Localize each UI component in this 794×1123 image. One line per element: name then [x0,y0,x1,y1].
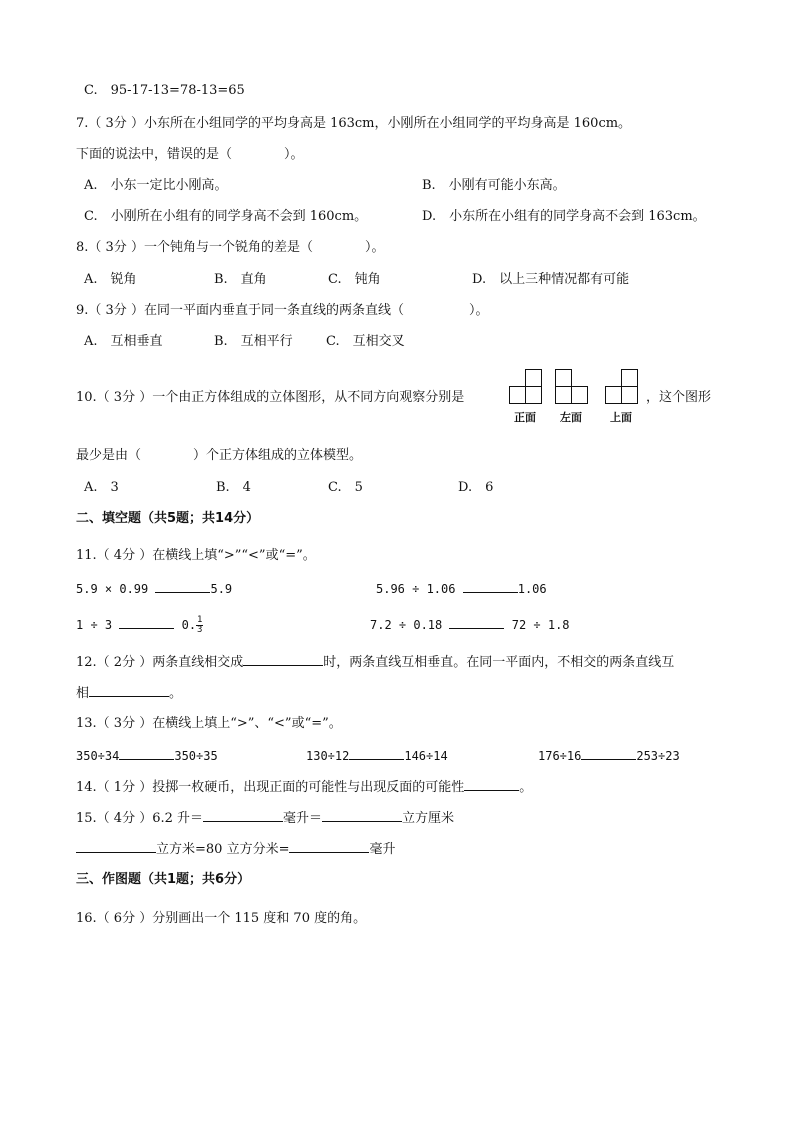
top-view-label: 上面 [610,411,632,424]
q15-blank-3[interactable] [76,840,156,853]
q12-stem-part3: 相 [76,686,90,701]
q11-a-blank[interactable] [155,580,210,593]
q12-line1 [76,653,674,672]
q7-option-b: B. 小刚有可能小东高。 [422,178,566,193]
q13-c-left: 176÷16 [538,749,582,763]
q12-stem-part2: 时，两条直线互相垂直。在同一平面内，不相交的两条直线互 [323,655,675,670]
q9-stem: 9.（ 3分 ）在同一平面内垂直于同一条直线的两条直线（ ）。 [76,303,489,318]
q8-stem: 8.（ 3分 ）一个钝角与一个锐角的差是（ ）。 [76,240,385,255]
q7-stem-line2: 下面的说法中，错误的是（ ）。 [76,147,304,162]
q9-option-b: B. 互相平行 [214,334,293,349]
q9-option-c: C. 互相交叉 [326,334,405,349]
q8-option-d: D. 以上三种情况都有可能 [472,272,630,287]
q15-blank-1[interactable] [203,809,283,822]
q12-blank-2[interactable] [89,684,169,697]
q12-line2 [76,684,182,703]
q9-option-a: A. 互相垂直 [84,334,163,349]
q13-a-right: 350÷35 [174,749,218,763]
q7-option-c: C. 小刚所在小组有的同学身高不会到 160cm。 [84,209,368,224]
q14-stem: 14.（ 1分 ）投掷一枚硬币，出现正面的可能性与出现反面的可能性 [76,780,465,795]
q7-option-d: D. 小东所在小组有的同学身高不会到 163cm。 [422,209,706,224]
q15-line1 [76,809,454,828]
q11-a-right: 5.9 [210,582,233,596]
q13-c-right: 253÷23 [636,749,680,763]
q11-d-blank[interactable] [449,616,504,629]
q15-stem-part5: 毫升 [369,842,396,857]
q11-b-right: 1.06 [517,582,547,596]
q11-item-d [370,616,570,634]
q13-item-c [538,747,680,765]
q11-c-left: 1 ÷ 3 [76,618,113,632]
q14-tail: 。 [519,780,533,795]
q16-stem: 16.（ 6分 ）分别画出一个 115 度和 70 度的角。 [76,911,367,926]
q11-stem: 11.（ 4分 ）在横线上填“>”“<”或“=”。 [76,548,316,563]
q12-stem-part4: 。 [169,686,183,701]
q11-item-c [76,616,203,635]
q10-stem-tail: ，这个图形 [646,390,712,405]
q11-c-denominator: 3 [197,625,203,635]
q15-stem-part4: 立方米=80 立方分米= [156,842,290,857]
top-view-figure [604,368,640,406]
q11-b-blank[interactable] [463,580,518,593]
q13-a-blank[interactable] [119,747,174,760]
q6-option-c: C. 95-17-13=78-13=65 [84,83,245,98]
q11-d-left: 7.2 ÷ 0.18 [370,618,443,632]
q15-blank-2[interactable] [322,809,402,822]
q8-option-b: B. 直角 [214,272,267,287]
q11-b-left: 5.96 ÷ 1.06 [376,582,456,596]
q13-a-left: 350÷34 [76,749,120,763]
q15-line2 [76,840,395,859]
q12-blank-1[interactable] [243,653,323,666]
q13-b-right: 146÷14 [404,749,448,763]
q11-c-right: 0. [181,618,197,632]
q10-option-b: B. 4 [216,480,251,495]
q15-blank-4[interactable] [289,840,369,853]
q15-stem-part3: 立方厘米 [402,811,455,826]
q13-item-a [76,747,218,765]
q7-option-a: A. 小东一定比小刚高。 [84,178,228,193]
q10-option-c: C. 5 [328,480,363,495]
q13-c-blank[interactable] [581,747,636,760]
q13-item-b [306,747,448,765]
q11-a-left: 5.9 × 0.99 [76,582,149,596]
front-view-figure [508,368,544,406]
q11-item-b [376,580,547,598]
q11-c-numerator: 1 [197,615,203,625]
section-3-title: 三、作图题（共1题；共6分） [76,872,251,887]
q13-b-blank[interactable] [349,747,404,760]
q8-option-c: C. 钝角 [328,272,381,287]
q12-stem-part1: 12.（ 2分 ）两条直线相交成 [76,655,244,670]
q8-option-a: A. 锐角 [84,272,137,287]
q10-option-d: D. 6 [458,480,494,495]
q13-b-left: 130÷12 [306,749,350,763]
q10-option-a: A. 3 [84,480,119,495]
q11-c-fraction [196,616,203,635]
q7-stem-line1: 7.（ 3分 ）小东所在小组同学的平均身高是 163cm，小刚所在小组同学的平均身高是 160cm。 [76,116,632,131]
q10-stem-line2: 最少是由（ ）个正方体组成的立体模型。 [76,448,363,463]
q14-blank[interactable] [464,778,519,791]
q15-stem-part1: 15.（ 4分 ）6.2 升＝ [76,811,204,826]
q15-stem-part2: 毫升＝ [283,811,323,826]
section-2-title: 二、填空题（共5题；共14分） [76,511,260,526]
left-view-label: 左面 [560,411,582,424]
front-view-label: 正面 [514,411,536,424]
q11-d-right: 72 ÷ 1.8 [511,618,570,632]
q10-stem-line1: 10.（ 3分 ）一个由正方体组成的立体图形，从不同方向观察分别是 [76,390,465,405]
left-view-figure [554,368,590,406]
q14-line [76,778,532,797]
q11-c-blank[interactable] [119,616,174,629]
q11-item-a [76,580,232,598]
q13-stem: 13.（ 3分 ）在横线上填上“>”、“<”或“=”。 [76,716,342,731]
